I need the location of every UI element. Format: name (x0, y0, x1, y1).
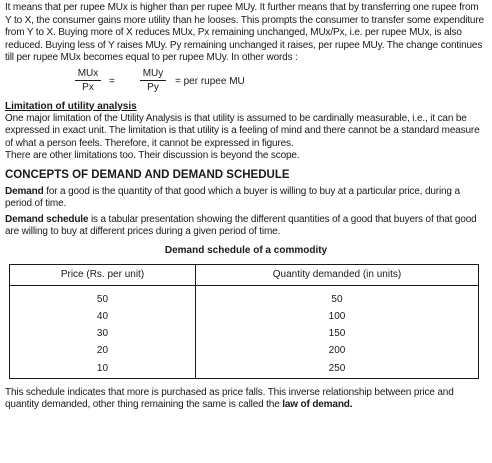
limitation-heading: Limitation of utility analysis (5, 100, 137, 112)
demand-schedule-table (9, 264, 479, 379)
quantity-cell: 100 (195, 308, 478, 325)
price-cell: 50 (10, 285, 196, 308)
footer-paragraph (5, 387, 487, 412)
demand-text: for a good is the quantity of that good which a buyer is willing to buy at a particular price, during a period of time. (5, 185, 460, 209)
price-cell: 40 (10, 308, 196, 325)
schedule-definition (5, 214, 487, 239)
concepts-heading: CONCEPTS OF DEMAND AND DEMAND SCHEDULE (5, 168, 290, 181)
fraction-muy-py (140, 68, 166, 94)
equals-sign: = (109, 75, 115, 87)
price-cell: 10 (10, 359, 196, 379)
table-row (10, 342, 479, 359)
price-cell: 20 (10, 342, 196, 359)
table-row (10, 285, 479, 308)
per-rupee-mu-label: = per rupee MU (175, 75, 245, 87)
limitation-text-2: There are other limitations too. Their discussion is beyond the scope. (5, 150, 300, 161)
quantity-cell: 250 (195, 359, 478, 379)
schedule-text: is a tabular presentation showing the different quantities of a good that buyers of that good are willing to buy at different prices during a given period of time. (5, 213, 477, 237)
quantity-column-header: Quantity demanded (in units) (195, 264, 478, 285)
quantity-cell: 50 (195, 285, 478, 308)
numerator-muy: MUy (140, 68, 166, 81)
intro-paragraph: It means that per rupee MUx is higher than per rupee MUy. It further means that by transferring one rupee from Y to X, the consumer gains more utility than he looses. This prompts the consumer to transfer some expenditure from Y to X. Buying more of X reduces MUx, Px remaining unchanged, MUx/Px, i.e. per rupee MUx, is also reduced. Buying less of Y raises MUy. Py remaining unchanged it raises, per rupee MUy. The change continues till per rupee MUx becomes equal to per rupee MUy. In other words : (5, 2, 484, 63)
quantity-cell: 150 (195, 325, 478, 342)
table-header-row (10, 264, 479, 285)
price-column-header: Price (Rs. per unit) (10, 264, 196, 285)
footer-text: This schedule indicates that more is purchased as price falls. This inverse relationship between price and quantity demanded, other thing remaining the same is called the (5, 386, 454, 410)
table-row (10, 359, 479, 379)
denominator-px: Px (82, 81, 94, 93)
document-page (5, 2, 487, 412)
denominator-py: Py (147, 81, 159, 93)
fraction-mux-px (75, 68, 101, 94)
table-caption: Demand schedule of a commodity (164, 244, 328, 256)
utility-formula (5, 68, 487, 98)
quantity-cell: 200 (195, 342, 478, 359)
demand-definition (5, 186, 487, 211)
demand-term: Demand (5, 185, 44, 197)
numerator-mux: MUx (75, 68, 101, 81)
table-row (10, 308, 479, 325)
table-row (10, 325, 479, 342)
law-of-demand-term: law of demand. (282, 399, 353, 410)
limitation-text: One major limitation of the Utility Analysis is that utility is assumed to be cardinally measurable, i.e., it can be expressed in exact unit. The limitation is that utility is a feeling of mind and there cannot be a standard measure of what a person feels. Therefore, it cannot be expressed in figures. (5, 112, 480, 149)
price-cell: 30 (10, 325, 196, 342)
schedule-term: Demand schedule (5, 213, 89, 225)
